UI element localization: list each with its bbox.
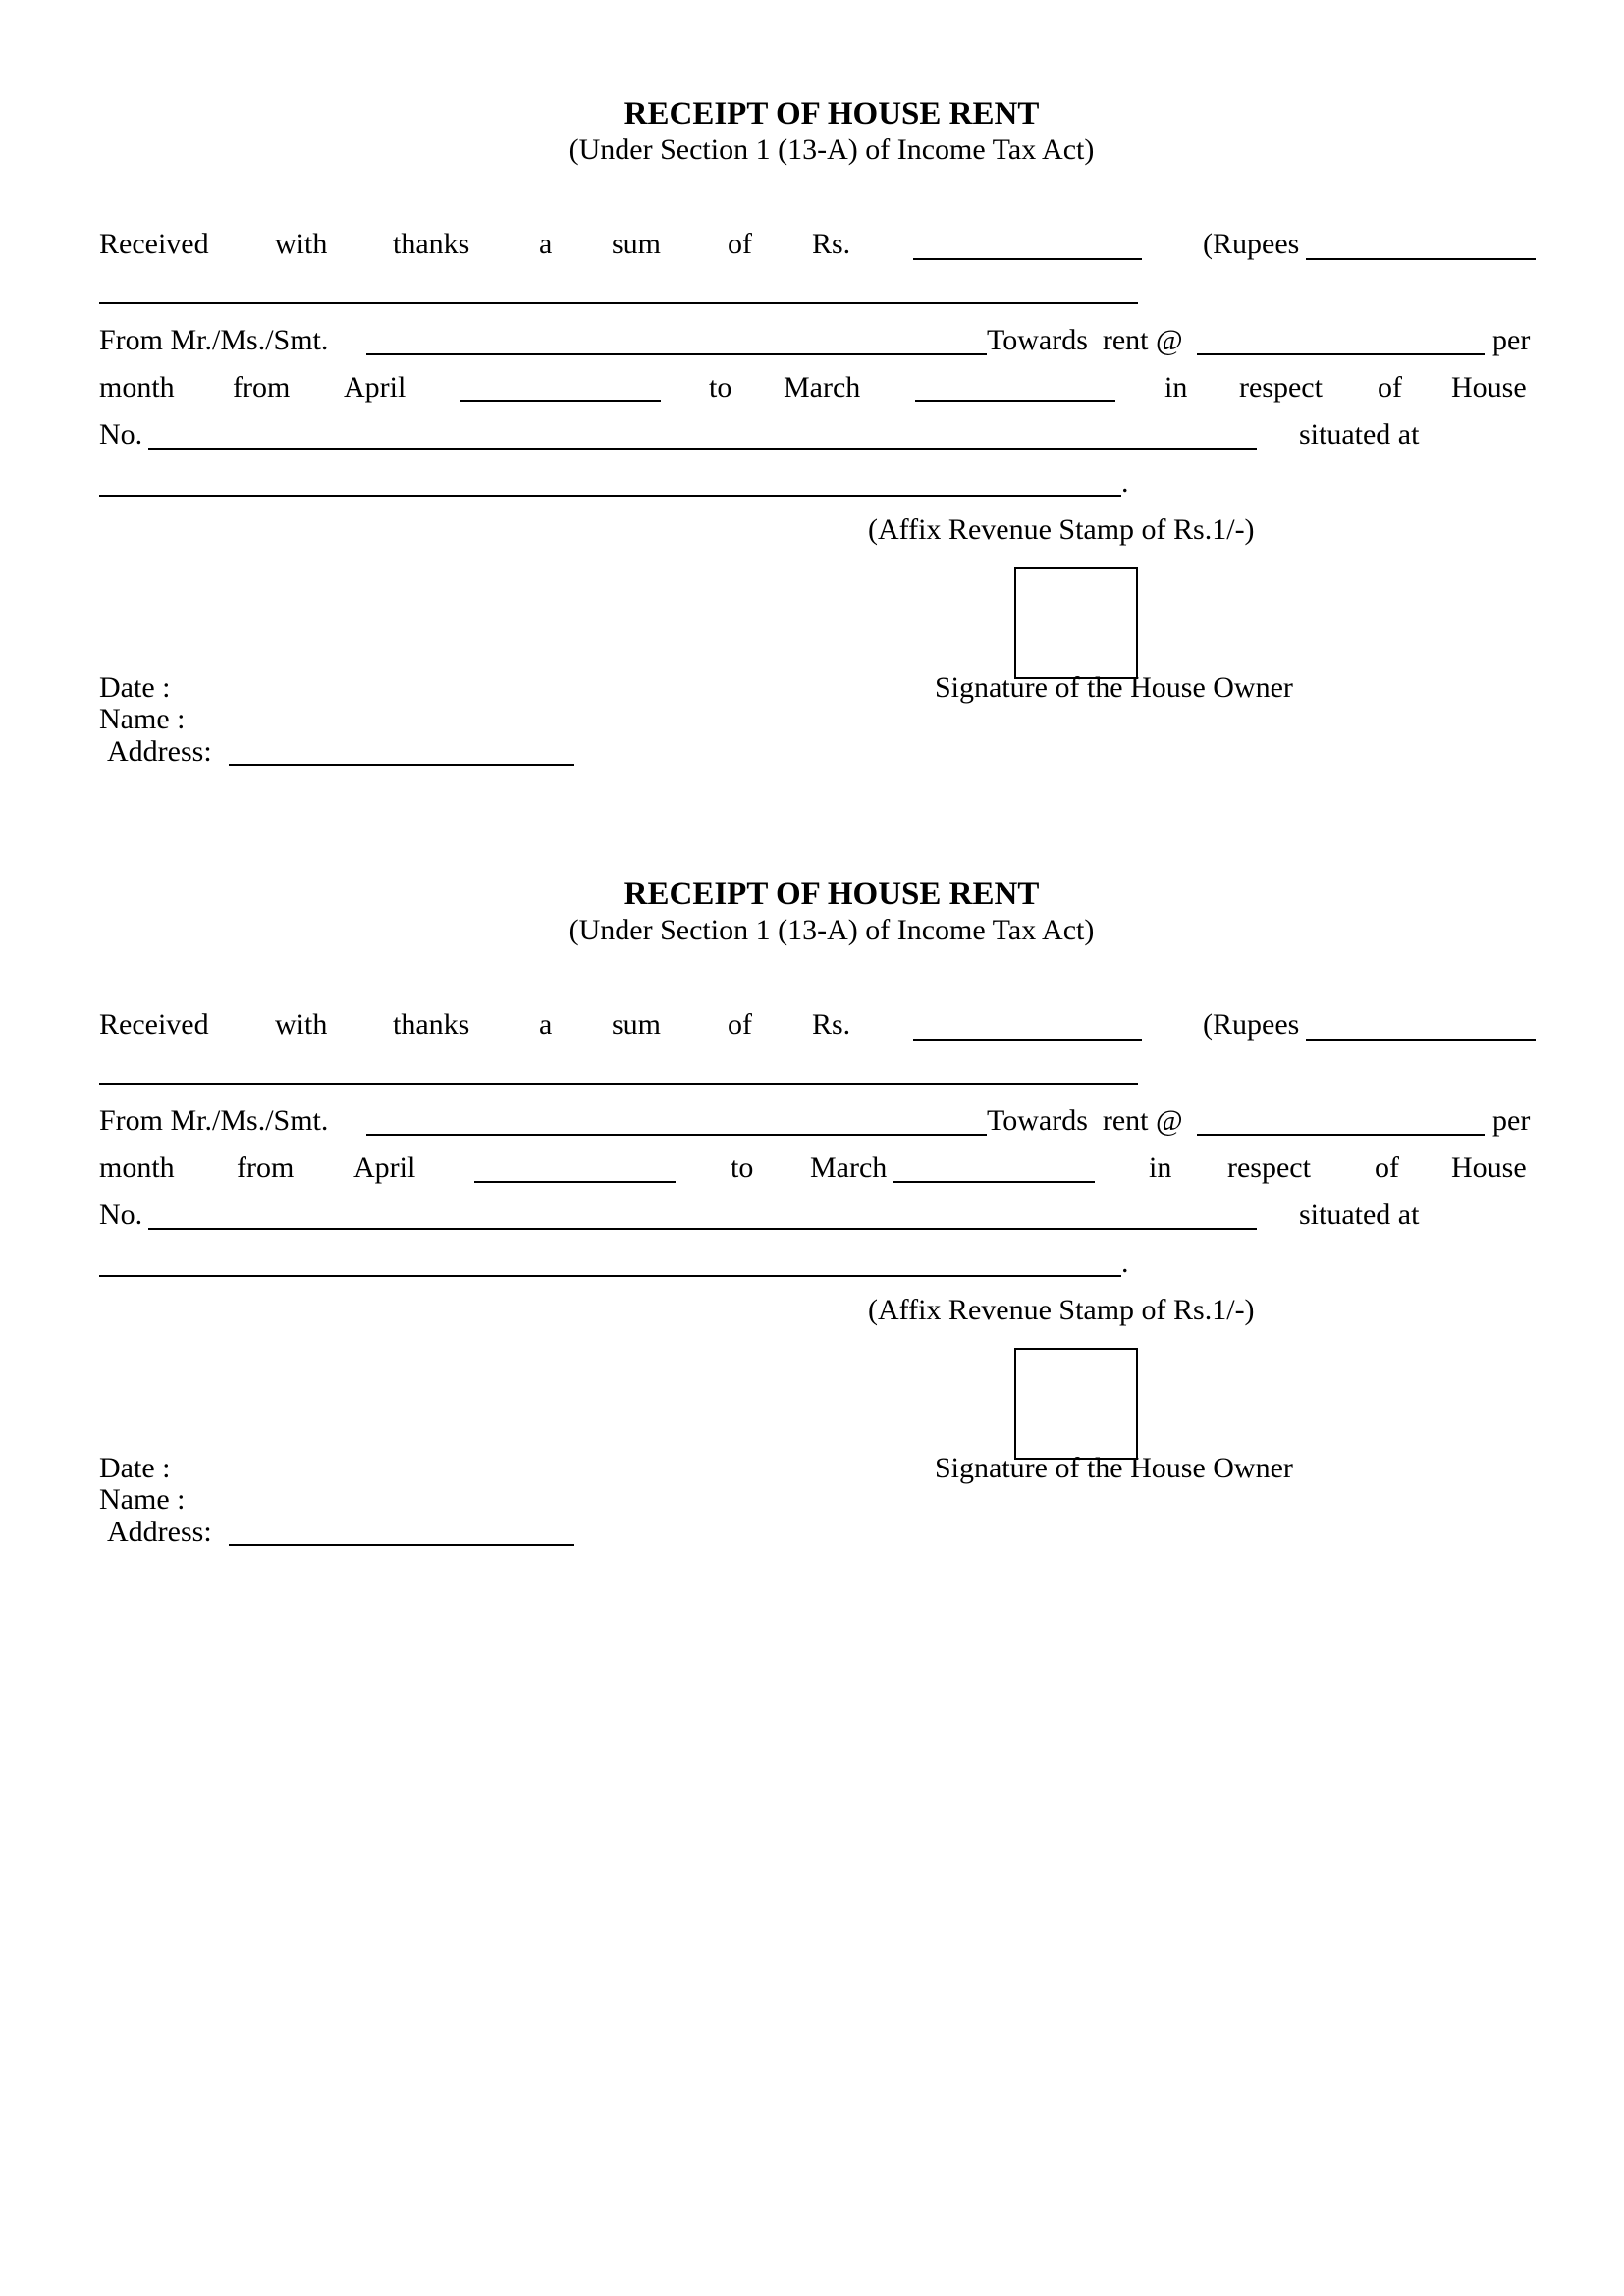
receipt-title: RECEIPT OF HOUSE RENT	[623, 96, 1040, 132]
date-label: Date :	[99, 1452, 171, 1484]
word-received: Received	[99, 1008, 209, 1041]
word-house: House	[1451, 371, 1527, 403]
from-label: From Mr./Ms./Smt.	[99, 1104, 329, 1137]
revenue-stamp-box	[1014, 567, 1138, 679]
address-label: Address:	[107, 735, 212, 768]
amount-field[interactable]	[913, 1039, 1142, 1041]
from-label: From Mr./Ms./Smt.	[99, 324, 329, 356]
name-label: Name :	[99, 703, 186, 735]
house-no-label: No.	[99, 1199, 143, 1231]
word-from: from	[237, 1151, 295, 1184]
tenant-name-field[interactable]	[366, 1134, 987, 1136]
word-respect: respect	[1239, 371, 1323, 403]
word-april: April	[344, 371, 406, 403]
towards-rent-label: Towards rent @	[987, 324, 1183, 356]
rupees-words-field[interactable]	[1306, 1039, 1536, 1041]
house-number-field[interactable]	[148, 1228, 1257, 1230]
word-month: month	[99, 1151, 175, 1184]
owner-address-field[interactable]	[229, 1544, 574, 1546]
word-in: in	[1164, 371, 1188, 403]
word-april: April	[353, 1151, 416, 1184]
rupees-words-continuation-field[interactable]	[99, 1083, 1138, 1085]
rupees-label: (Rupees	[1203, 228, 1300, 260]
address-period: .	[1121, 1247, 1129, 1279]
per-label: per	[1492, 1104, 1531, 1137]
tenant-name-field[interactable]	[366, 353, 987, 355]
word-from: from	[233, 371, 291, 403]
address-period: .	[1121, 466, 1129, 499]
stamp-note: (Affix Revenue Stamp of Rs.1/-)	[868, 1294, 1255, 1326]
receipt-subtitle: (Under Section 1 (13-A) of Income Tax Act)	[568, 914, 1095, 946]
address-label: Address:	[107, 1516, 212, 1548]
word-of-2: of	[1378, 371, 1402, 403]
situated-at-label: situated at	[1299, 1199, 1420, 1231]
word-with: with	[275, 228, 328, 260]
word-march: March	[784, 371, 861, 403]
word-rs: Rs.	[812, 228, 851, 260]
word-a: a	[539, 1008, 553, 1041]
word-month: month	[99, 371, 175, 403]
word-sum: sum	[612, 228, 662, 260]
rupees-label: (Rupees	[1203, 1008, 1300, 1041]
house-number-field[interactable]	[148, 448, 1257, 450]
receipt-1	[0, 0, 1624, 768]
word-of: of	[728, 1008, 752, 1041]
date-label: Date :	[99, 671, 171, 704]
receipt-2	[0, 780, 1624, 1548]
word-thanks: thanks	[393, 1008, 470, 1041]
rent-rate-field[interactable]	[1197, 1134, 1485, 1136]
property-address-field[interactable]	[99, 495, 1121, 497]
word-to: to	[731, 1151, 754, 1184]
rupees-words-continuation-field[interactable]	[99, 302, 1138, 304]
word-house: House	[1451, 1151, 1527, 1184]
to-year-field[interactable]	[915, 400, 1115, 402]
amount-field[interactable]	[913, 258, 1142, 260]
per-label: per	[1492, 324, 1531, 356]
word-received: Received	[99, 228, 209, 260]
word-sum: sum	[612, 1008, 662, 1041]
situated-at-label: situated at	[1299, 418, 1420, 451]
rupees-words-field[interactable]	[1306, 258, 1536, 260]
word-march: March	[810, 1151, 888, 1184]
receipt-subtitle: (Under Section 1 (13-A) of Income Tax Act)	[568, 133, 1095, 166]
word-rs: Rs.	[812, 1008, 851, 1041]
owner-address-field[interactable]	[229, 764, 574, 766]
from-year-field[interactable]	[460, 400, 661, 402]
signature-label: Signature of the House Owner	[935, 671, 1293, 704]
house-no-label: No.	[99, 418, 143, 451]
name-label: Name :	[99, 1483, 186, 1516]
word-to: to	[709, 371, 732, 403]
word-of: of	[728, 228, 752, 260]
word-in: in	[1149, 1151, 1172, 1184]
rent-rate-field[interactable]	[1197, 353, 1485, 355]
word-of-2: of	[1375, 1151, 1399, 1184]
signature-label: Signature of the House Owner	[935, 1452, 1293, 1484]
from-year-field[interactable]	[474, 1181, 676, 1183]
property-address-field[interactable]	[99, 1275, 1121, 1277]
word-thanks: thanks	[393, 228, 470, 260]
towards-rent-label: Towards rent @	[987, 1104, 1183, 1137]
revenue-stamp-box	[1014, 1348, 1138, 1460]
word-a: a	[539, 228, 553, 260]
to-year-field[interactable]	[893, 1181, 1095, 1183]
word-with: with	[275, 1008, 328, 1041]
word-respect: respect	[1227, 1151, 1311, 1184]
receipt-title: RECEIPT OF HOUSE RENT	[623, 877, 1040, 912]
stamp-note: (Affix Revenue Stamp of Rs.1/-)	[868, 513, 1255, 546]
